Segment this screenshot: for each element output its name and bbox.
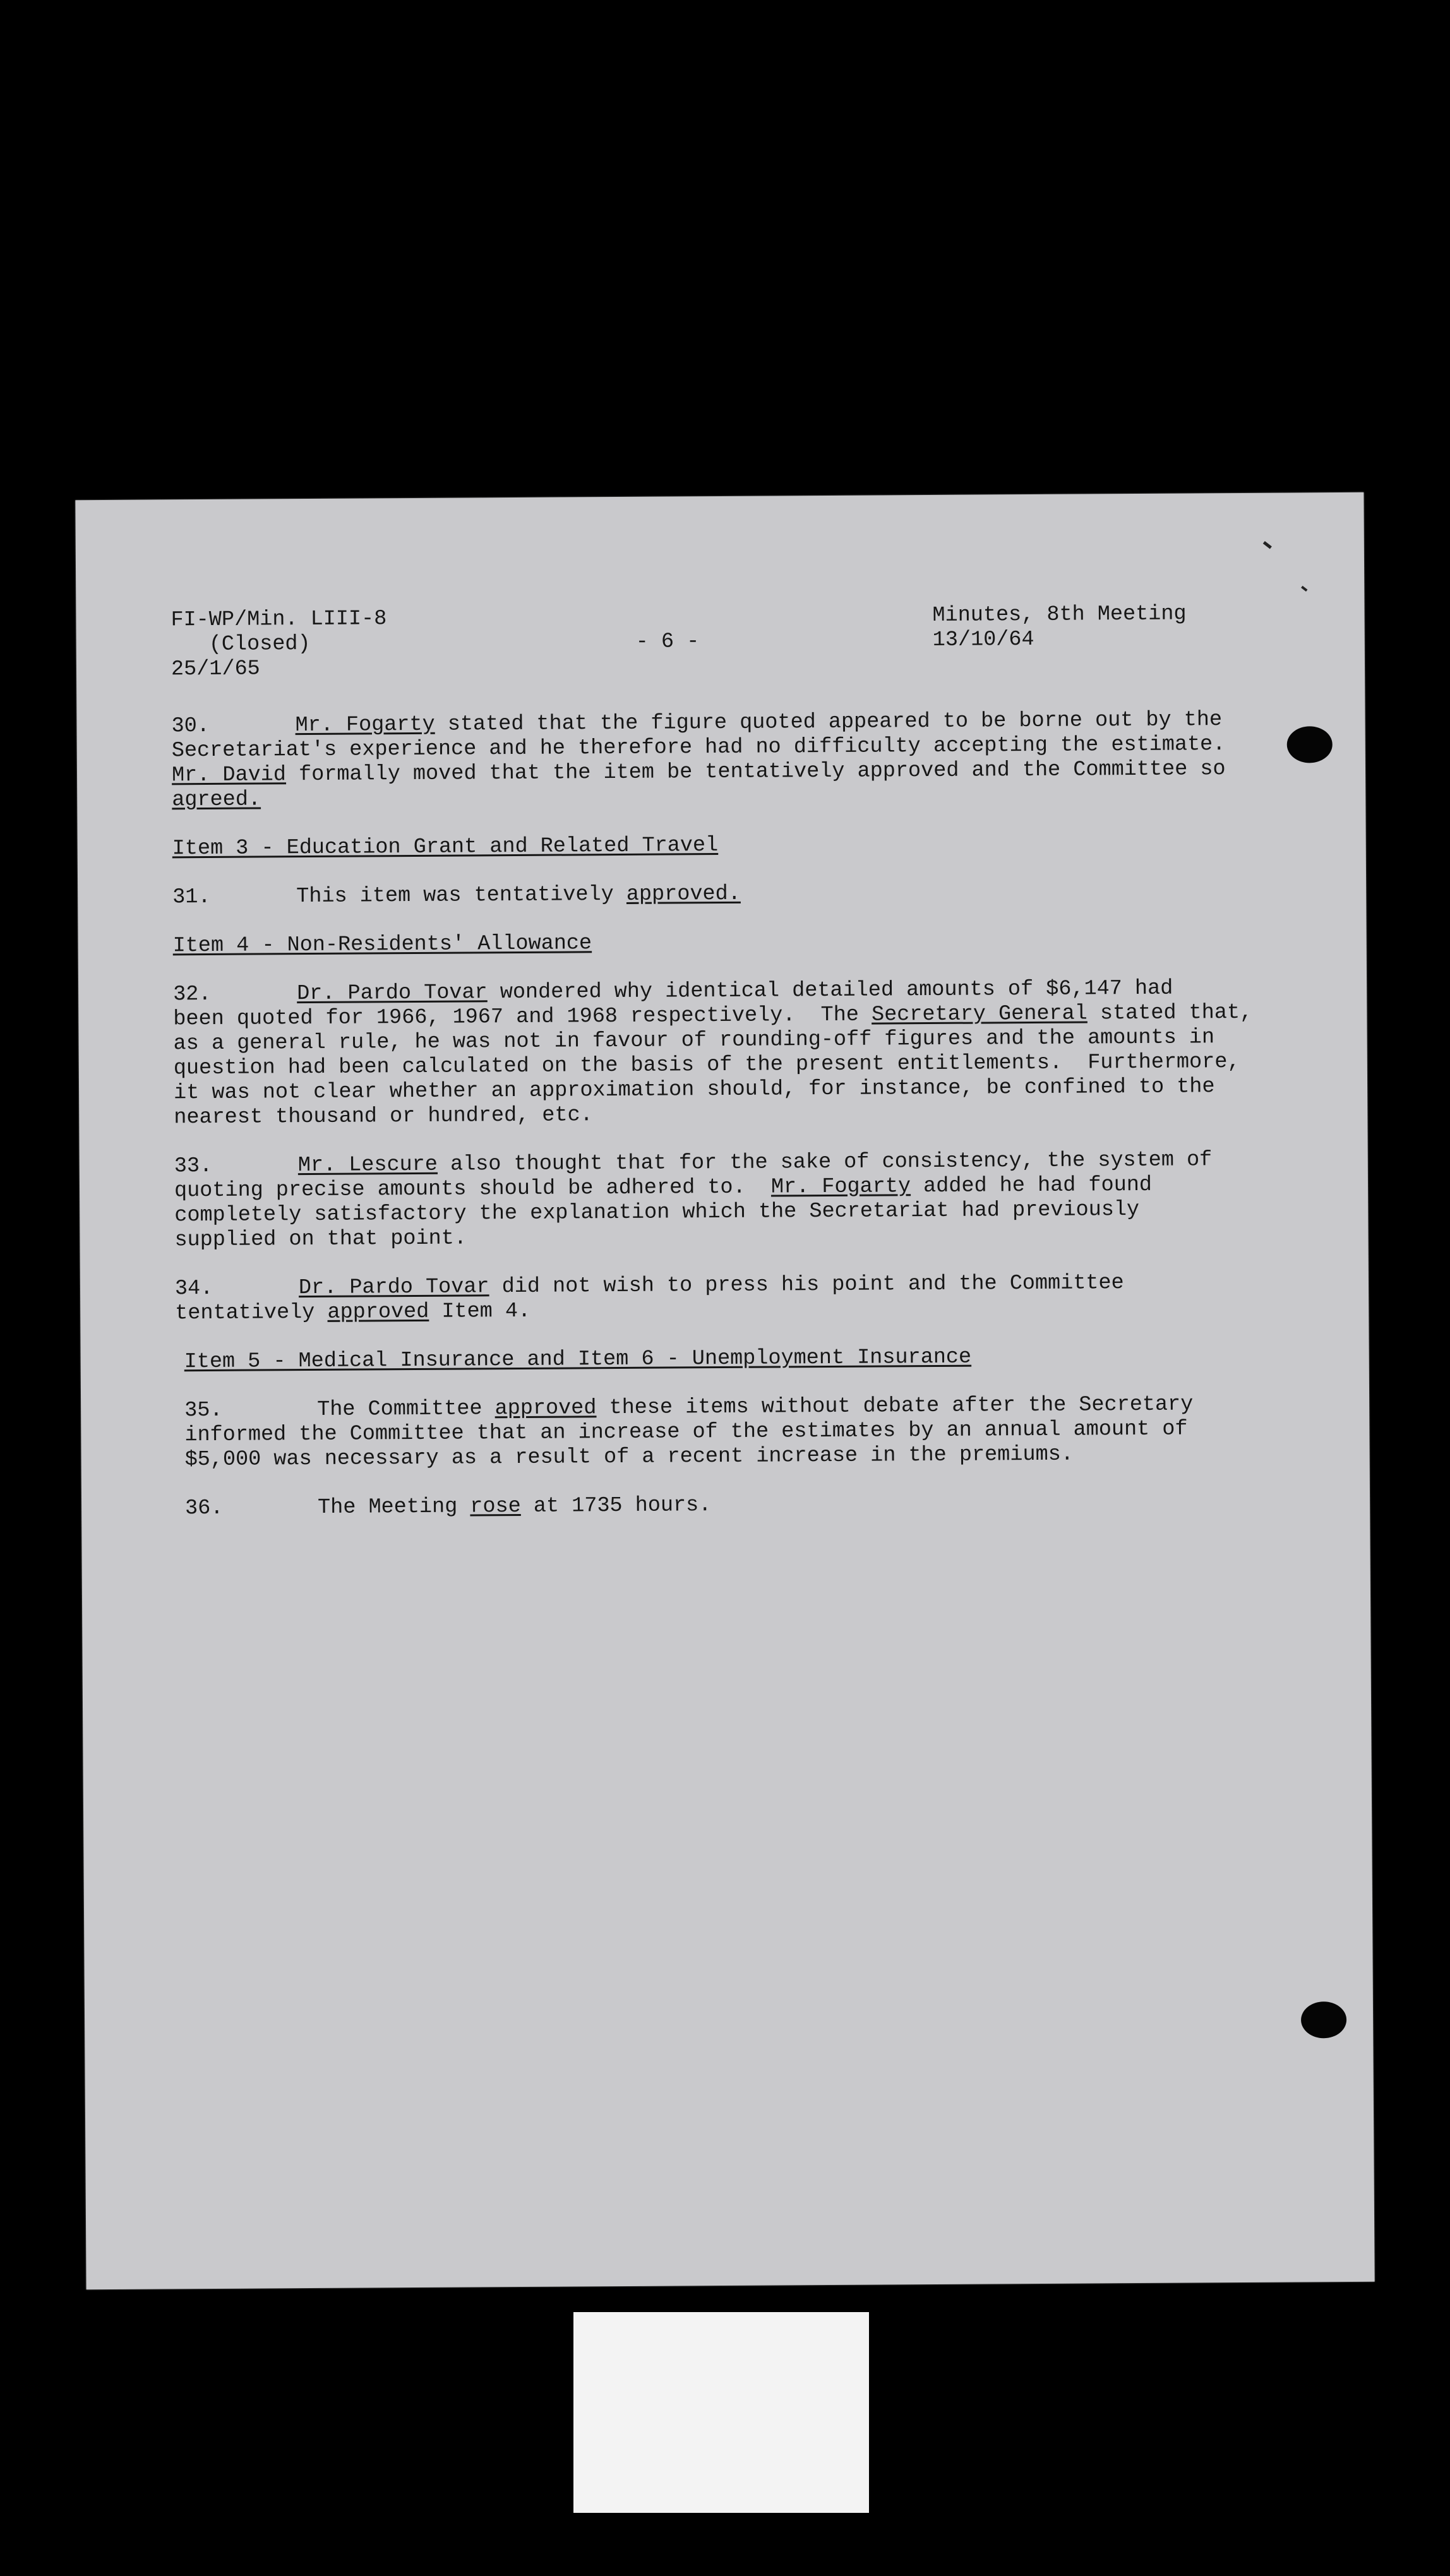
speaker-name: Mr. Fogarty: [770, 1174, 911, 1200]
paragraph-35: 35. The Committee approved these items without debate after the Secretary informed the Committee that an increase of the estimates by an annual amount of $5,000 was necessary as a result of a recent increase in the premiums.: [184, 1392, 1194, 1472]
speaker-name: Dr. Pardo Tovar: [298, 1275, 489, 1301]
paragraph-number: 30.: [171, 713, 210, 739]
paragraph-number: 31.: [172, 885, 211, 910]
item-heading: Item 5 - Medical Insurance and Item 6 - Unemployment Insurance: [184, 1345, 972, 1374]
document-header: [171, 602, 1283, 691]
decision-word: approved.: [626, 881, 741, 907]
paragraph-number: 36.: [185, 1496, 224, 1521]
paragraph-30: 30. Mr. Fogarty stated that the figure quoted appeared to be borne out by the Secretariat's experience and he therefore had no difficulty accepting the estimate. Mr. David formally moved that the item be tentatively approved and the Committee so agreed.: [171, 708, 1226, 813]
speaker-name: Mr. David: [171, 763, 287, 788]
paragraph-number: 34.: [174, 1276, 213, 1301]
document-classification: (Closed): [208, 631, 311, 657]
document-date: 25/1/65: [171, 657, 260, 682]
decision-word: rose: [470, 1494, 521, 1519]
speaker-name: Secretary General: [871, 1001, 1088, 1027]
meeting-date: 13/10/64: [932, 627, 1034, 652]
staple-mark: [1263, 541, 1272, 549]
paragraph-number: 32.: [173, 982, 212, 1007]
paragraph-36: 36. The Meeting rose at 1735 hours.: [185, 1493, 712, 1521]
meeting-title: Minutes, 8th Meeting: [932, 602, 1187, 628]
punch-hole: [1301, 2001, 1346, 2038]
paragraph-31: 31. This item was tentatively approved.: [172, 881, 741, 910]
page-number: - 6 -: [635, 629, 700, 654]
speaker-name: Mr. Lescure: [297, 1152, 438, 1178]
item-heading: Item 3 - Education Grant and Related Travel: [172, 833, 719, 861]
decision-word: approved: [327, 1299, 429, 1325]
staple-mark: [1301, 586, 1307, 592]
speaker-name: Mr. Fogarty: [295, 712, 435, 738]
paragraph-34: 34. Dr. Pardo Tovar did not wish to press his point and the Committee tentatively approved Item 4.: [174, 1271, 1124, 1326]
document-reference: FI-WP/Min. LIII-8: [171, 607, 387, 633]
document-body: [171, 602, 1288, 1522]
blank-target-card: [573, 2312, 869, 2513]
punch-hole: [1287, 726, 1333, 763]
paragraph-33: 33. Mr. Lescure also thought that for the sake of consistency, the system of quoting precise amounts should be adhered to. Mr. Fogarty added he had found completely satisfactory the explanation which the Secretariat had previously supplied on that point.: [174, 1148, 1213, 1253]
decision-word: approved: [494, 1396, 597, 1421]
item-heading: Item 4 - Non-Residents' Allowance: [172, 931, 592, 958]
paragraph-32: 32. Dr. Pardo Tovar wondered why identical detailed amounts of $6,147 had been quoted for 1966, 1967 and 1968 respectively. The Secretary General stated that, as a general rule, he was not in favour of rounding-off figures and the amounts in question had been calculated on the basis of the present entitlements. Furthermore, it was not clear whether an approximation should, for instance, be confined to the nearest thousand or hundred, etc.: [173, 976, 1253, 1130]
paragraph-number: 33.: [174, 1154, 213, 1179]
decision-word: agreed.: [172, 787, 261, 813]
speaker-name: Dr. Pardo Tovar: [297, 981, 488, 1006]
document-page: [75, 492, 1374, 2289]
paragraph-number: 35.: [184, 1398, 223, 1423]
